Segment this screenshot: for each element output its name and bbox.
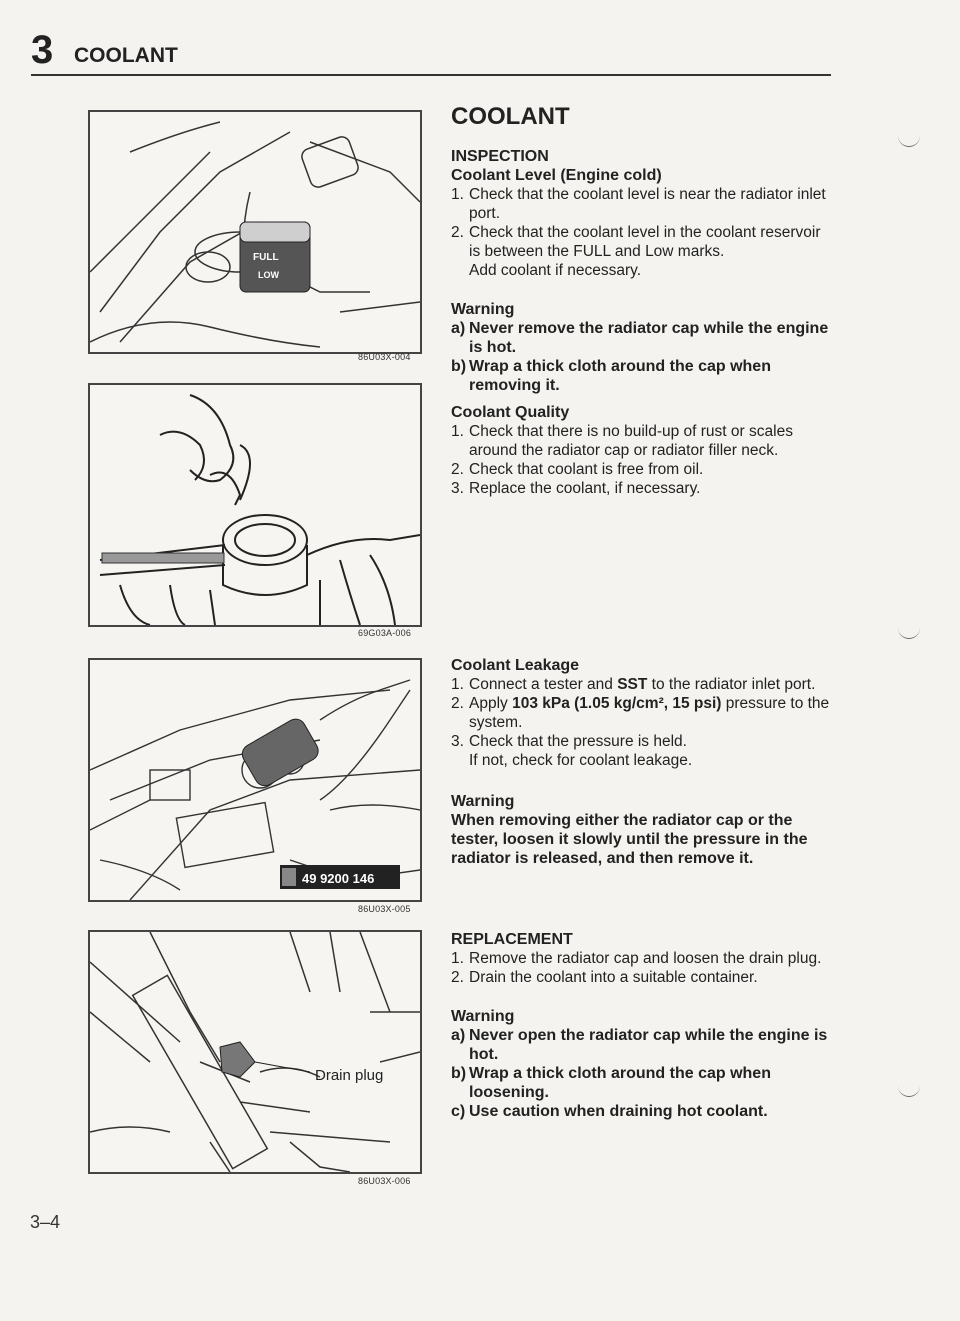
replacement-steps — [451, 949, 836, 987]
figure-pressure-tester — [88, 658, 422, 902]
list-item: 2. Check that coolant is free from oil. — [451, 461, 704, 478]
warning-item: b) Wrap a thick cloth around the cap when removing it. — [451, 358, 771, 394]
coolant-leakage-steps — [451, 675, 836, 770]
figure-code: 69G03A-006 — [358, 628, 412, 638]
list-item: 1. Check that the coolant level is near the radiator inlet port. — [451, 186, 826, 222]
coolant-level-heading: Coolant Level (Engine cold) — [451, 167, 662, 184]
list-item: 2. Apply 103 kPa (1.05 kg/cm², 15 psi) pressure to the system. — [451, 695, 830, 731]
coolant-quality-steps — [451, 422, 836, 498]
low-mark-label: LOW — [258, 270, 279, 280]
figure-radiator-neck — [88, 383, 422, 627]
leakage-section — [451, 656, 836, 868]
pressure-tester-illustration — [90, 660, 420, 900]
warning-title: Warning — [451, 1008, 515, 1025]
warning-item: b) Wrap a thick cloth around the cap when loosening. — [451, 1065, 771, 1101]
reservoir-illustration — [90, 112, 420, 352]
radiator-neck-illustration — [90, 385, 420, 625]
coolant-quality-heading: Coolant Quality — [451, 404, 570, 421]
binding-mark — [898, 1080, 920, 1097]
replacement-section — [451, 930, 836, 1121]
list-item: 1. Check that there is no build-up of rust or scales around the radiator cap or radiator filler neck. — [451, 423, 793, 459]
inspection-section — [451, 104, 836, 498]
warning-text: When removing either the radiator cap or the tester, loosen it slowly until the pressure in the radiator is released, and then remove it. — [451, 812, 808, 867]
full-mark-label: FULL — [253, 252, 279, 263]
header-rule — [31, 74, 831, 76]
warning-item: c) Use caution when draining hot coolant. — [451, 1103, 768, 1120]
binding-mark — [898, 622, 920, 639]
page-title: COOLANT — [451, 103, 570, 130]
binding-mark — [898, 130, 920, 147]
replacement-heading: REPLACEMENT — [451, 931, 573, 948]
drain-plug-callout: Drain plug — [315, 1067, 384, 1084]
figure-code: 86U03X-006 — [358, 1176, 411, 1186]
section-title: COOLANT — [74, 44, 178, 67]
inspection-heading: INSPECTION — [451, 148, 549, 165]
figure-drain-plug — [88, 930, 422, 1174]
list-item: 3. Replace the coolant, if necessary. — [451, 480, 701, 497]
figure-code: 86U03X-004 — [358, 352, 411, 362]
list-item: 2. Drain the coolant into a suitable container. — [451, 969, 758, 986]
page-number: 3–4 — [30, 1212, 61, 1232]
sst-tool-label: 49 9200 146 — [302, 871, 375, 886]
warning-item: a) Never remove the radiator cap while the engine is hot. — [451, 320, 829, 356]
coolant-level-steps — [451, 185, 836, 280]
list-item: 1. Connect a tester and SST to the radiator inlet port. — [451, 676, 816, 693]
warning-block — [451, 300, 836, 395]
coolant-leakage-heading: Coolant Leakage — [451, 657, 580, 674]
warning-block — [451, 792, 836, 868]
figure-code: 86U03X-005 — [358, 904, 411, 914]
section-number: 3 — [31, 28, 53, 72]
warning-title: Warning — [451, 793, 515, 810]
list-item: 2. Check that the coolant level in the coolant reservoir is between the FULL and Low marks. Add coolant if necessary. — [451, 224, 821, 279]
warning-item: a) Never open the radiator cap while the engine is hot. — [451, 1027, 828, 1063]
list-item: 1. Remove the radiator cap and loosen the drain plug. — [451, 950, 822, 967]
warning-block — [451, 1007, 836, 1121]
list-item: 3. Check that the pressure is held. If not, check for coolant leakage. — [451, 733, 693, 769]
warning-title: Warning — [451, 301, 515, 318]
drain-plug-illustration — [90, 932, 420, 1172]
figure-coolant-reservoir — [88, 110, 422, 354]
